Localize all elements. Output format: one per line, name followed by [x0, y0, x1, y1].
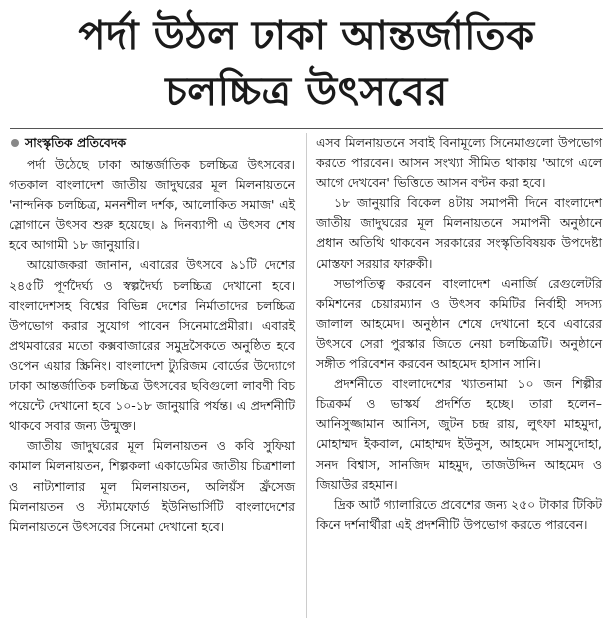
paragraph: ১৮ জানুয়ারি বিকেল ৪টায় সমাপনী দিনে বাংলাদেশ জাতীয় জাদুঘরের মূল মিলনায়তনে সমাপনী অনুষ্ঠানে প্রধান অতিথি থাকবেন সরকারের সংস্কৃতিবিষয়ক উপদেষ্টা মোস্তফা সরয়ার ফারুকী।	[316, 195, 602, 271]
paragraph: আয়োজকরা জানান, এবারের উৎসবে ৯১টি দেশের ২৪৫টি পূর্ণদৈর্ঘ্য ও স্বল্পদৈর্ঘ্য চলচ্চিত্র দেখানো হবে। বাংলাদেশসহ বিশ্বের বিভিন্ন দেশের নির্মাতাদের চলচ্চিত্র উপভোগ করার সুযোগ পাবেন সিনেমাপ্রেমীরা। এবারই প্রথমবারের মতো কক্সবাজারের সমুদ্রসৈকতে অনুষ্ঠিত হবে ওপেন এয়ার স্ক্রিনিং। বাংলাদেশ ট্যুরিজম বোর্ডের উদ্যোগে ঢাকা আন্তর্জাতিক চলচ্চিত্র উৎসবের ছবিগুলো লাবণী বিচ পয়েন্টে দেখানো হবে ১০-১৮ জানুয়ারি পর্যন্ত। এ প্রদর্শনীটি থাকবে সবার জন্য উন্মুক্ত।	[9, 257, 295, 434]
paragraph: জাতীয় জাদুঘরের মূল মিলনায়তন ও কবি সুফিয়া কামাল মিলনায়তন, শিল্পকলা একাডেমির জাতীয় চিত্রশালা ও নাট্যশালার মূল মিলনায়তন, অলিয়ঁস ফ্রঁসেজ মিলনায়তন ও স্ট্যামফোর্ড ইউনিভার্সিটি বাংলাদেশের মিলনায়তনে উৎসবের সিনেমা দেখানো হবে।	[9, 438, 295, 534]
paragraph: সভাপতিত্ব করবেন বাংলাদেশ এনার্জি রেগুলেটরি কমিশনের চেয়ারম্যান ও উৎসব কমিটির নির্বাহী সদস্য জালাল আহমেদ। অনুষ্ঠান শেষে দেখানো হবে এবারের উৎসবে সেরা পুরস্কার জিতে নেয়া চলচ্চিত্রটি। অনুষ্ঠানে সঙ্গীত পরিবেশন করবেন আহমেদ হাসান সানি।	[316, 275, 602, 372]
headline-line-2: চলচ্চিত্র উৎসবের	[165, 69, 448, 115]
article-column-left	[9, 133, 295, 537]
article-column-right	[316, 133, 602, 535]
byline	[9, 133, 295, 153]
headline-rule	[10, 128, 603, 129]
paragraph: এসব মিলনায়তনে সবাই বিনামূল্যে সিনেমাগুলো উপভোগ করতে পারবেন। আসন সংখ্যা সীমিত থাকায় 'আগে এলে আগে দেখবেন' ভিত্তিতে আসন বণ্টন করা হবে।	[316, 135, 602, 191]
headline	[0, 8, 613, 120]
headline-line-1: পর্দা উঠল ঢাকা আন্তর্জাতিক	[78, 13, 535, 59]
paragraph: পর্দা উঠেছে ঢাকা আন্তর্জাতিক চলচ্চিত্র উৎসবের। গতকাল বাংলাদেশ জাতীয় জাদুঘরের মূল মিলনায়তনে 'নান্দনিক চলচ্চিত্র, মননশীল দর্শক, আলোকিত সমাজ' এই স্লোগানে উৎসব শুরু হয়েছে। ৯ দিনব্যাপী এ উৎসব শেষ হবে আগামী ১৮ জানুয়ারি।	[9, 157, 295, 253]
paragraph: প্রদর্শনীতে বাংলাদেশের খ্যাতনামা ১০ জন শিল্পীর চিত্রকর্ম ও ভাস্কর্য প্রদর্শিত হচ্ছে। তারা হলেন– আনিসুজ্জামান আনিস, জুটন চন্দ্র রায়, লুৎফা মাহমুদা, মোহাম্মদ ইকবাল, মোহাম্মদ ইউনুস, আহমেদ সামসুদোহা, সনদ বিশ্বাস, সানজিদ মাহমুদ, তাজউদ্দিন আহমেদ ও জিয়াউর রহমান।	[316, 376, 602, 492]
bullet-icon	[11, 139, 19, 147]
column-divider	[306, 133, 307, 618]
byline-text: সাংস্কৃতিক প্রতিবেদক	[25, 134, 127, 150]
paragraph: দ্রিক আর্ট গ্যালারিতে প্রবেশের জন্য ২৫০ টাকার টিকিট কিনে দর্শনার্থীরা এই প্রদর্শনীটি উপভোগ করতে পারবেন।	[316, 496, 602, 532]
